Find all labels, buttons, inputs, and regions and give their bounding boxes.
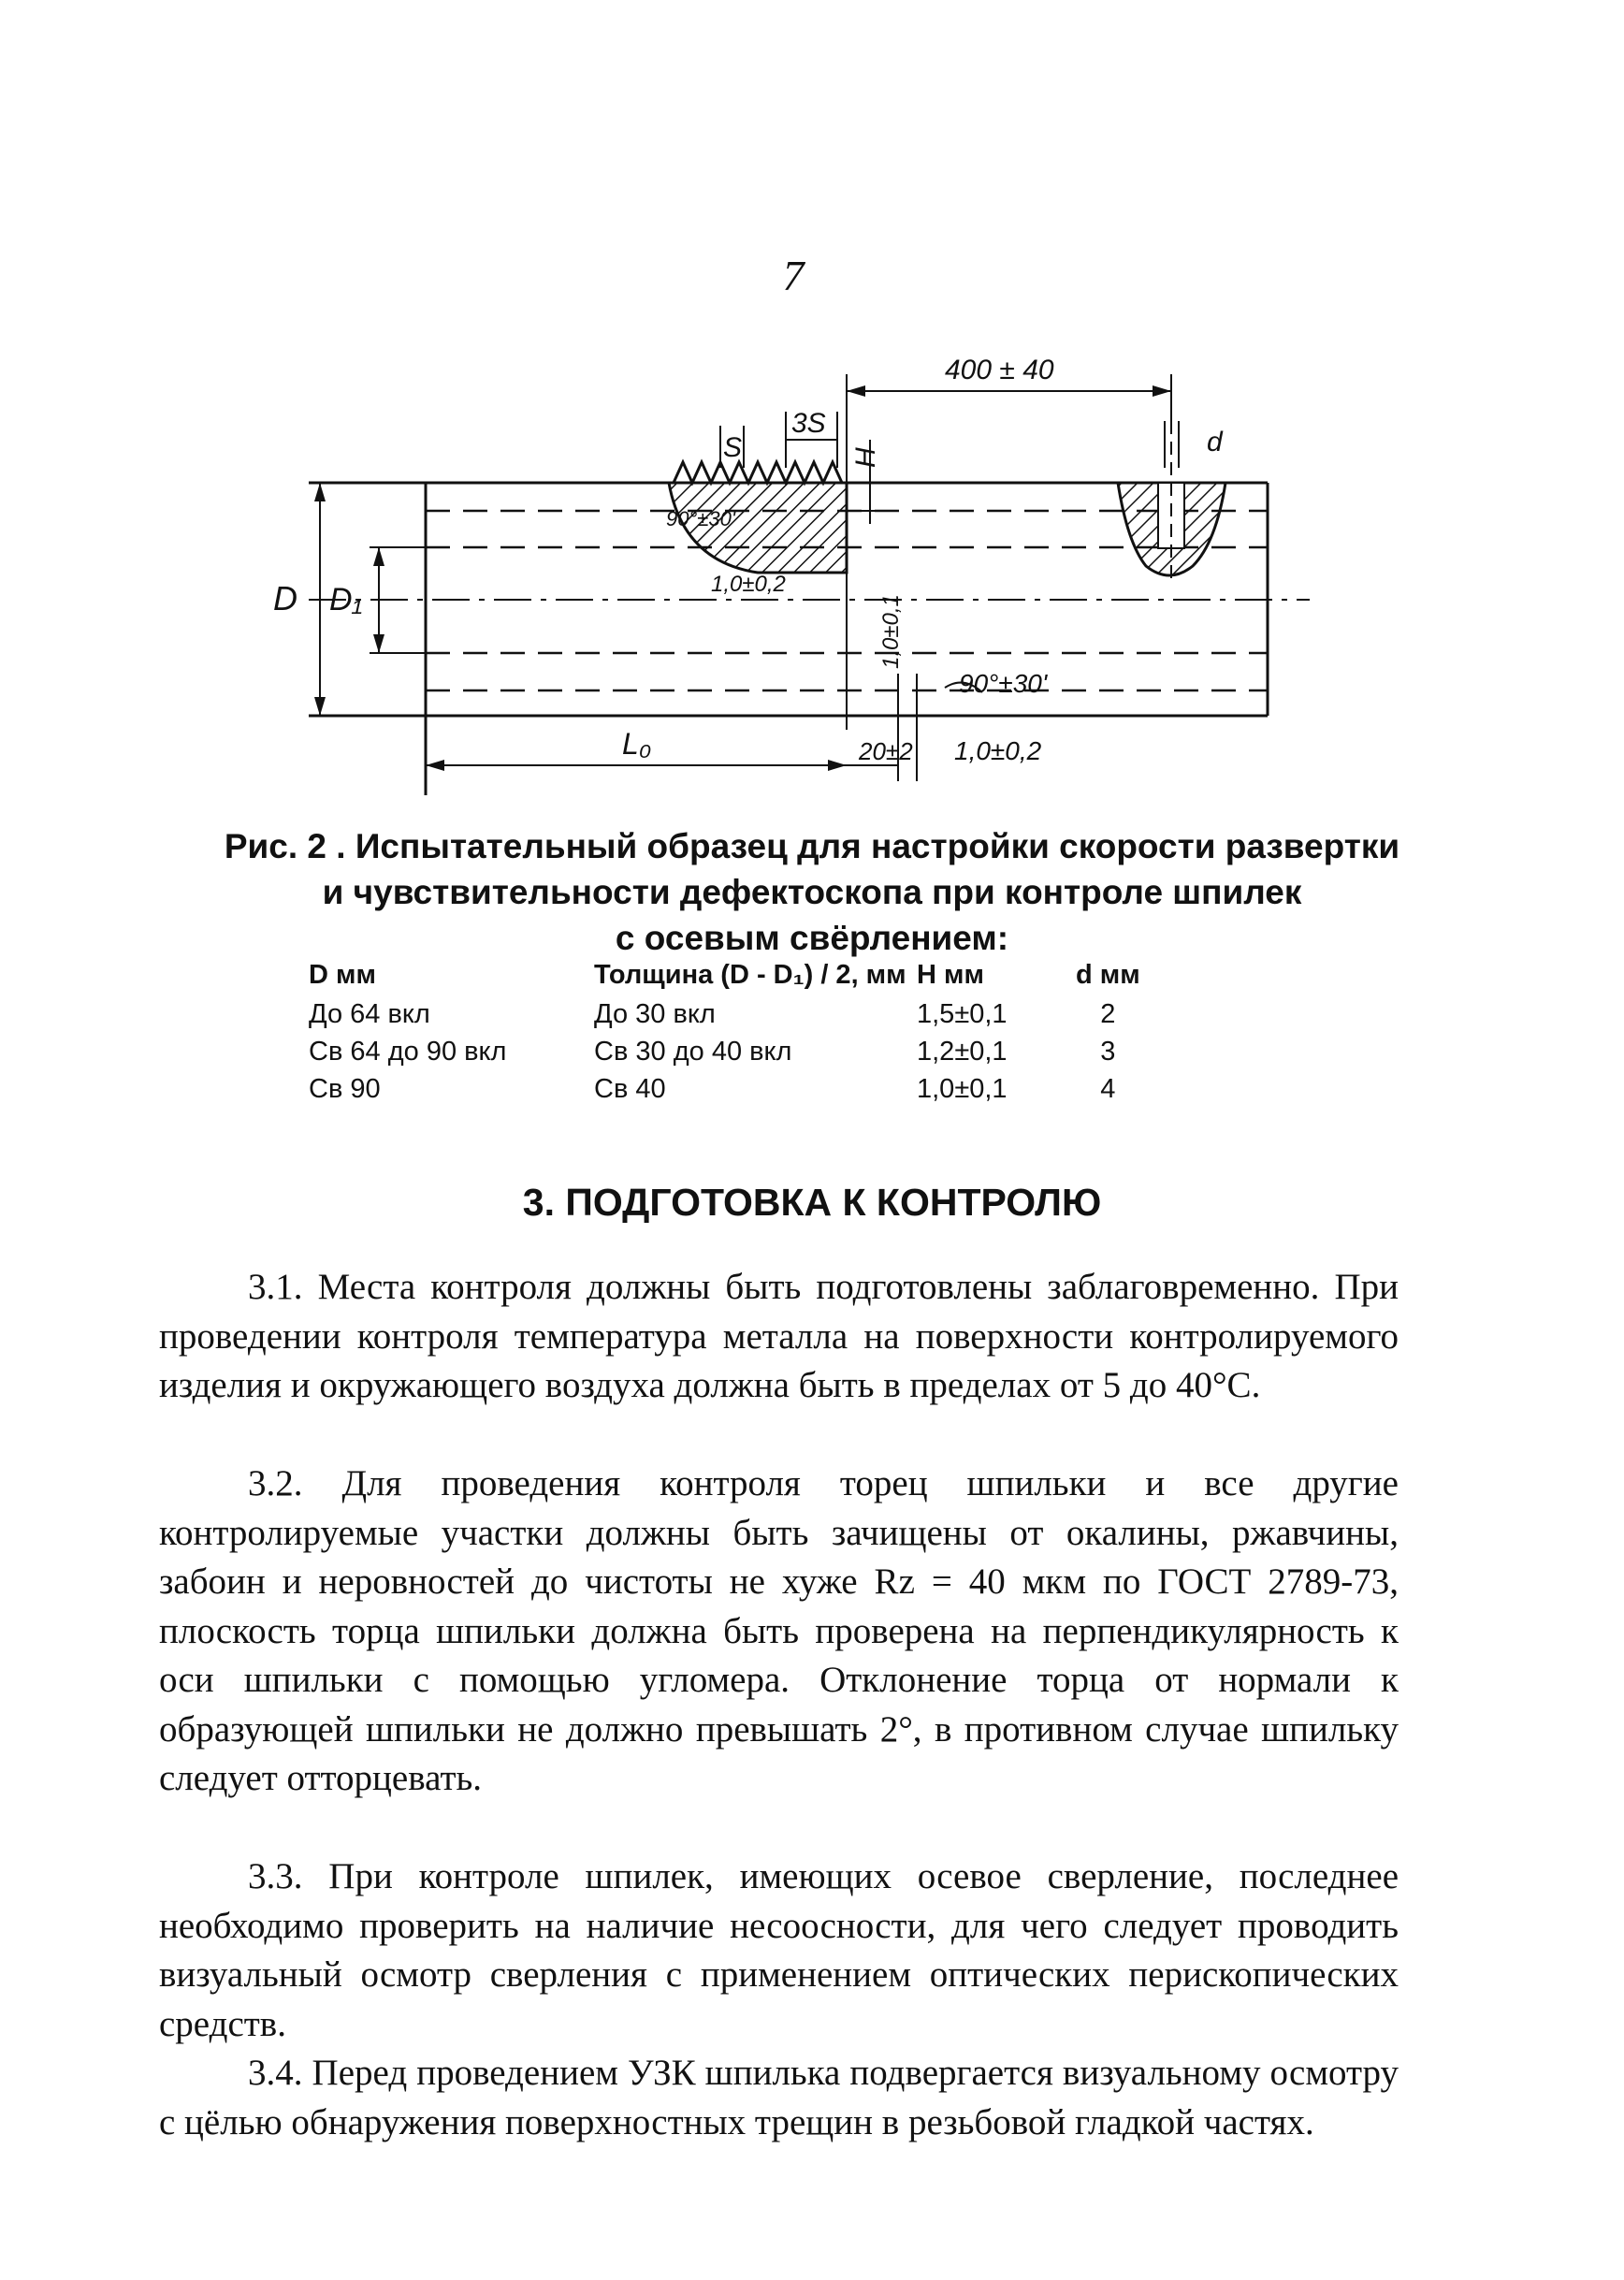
paragraph-3-1: 3.1. Места контроля должны быть подготовлены заблаговременно. При проведении контроля температура металла на поверхности контролируемого изделия и окружающего воздуха должна быть в пределах от 5 до 40°С. bbox=[159, 1267, 1399, 1405]
dim-h-label: H bbox=[850, 447, 881, 468]
dim-3s-label: 3S bbox=[791, 408, 826, 439]
table-cell: 1,0±0,1 bbox=[917, 1073, 1008, 1104]
table-cell: 1,2±0,1 bbox=[917, 1036, 1008, 1067]
caption-line-2: и чувствительности дефектоскопа при контроле шпилек bbox=[322, 873, 1302, 911]
dim-d-small-label: d bbox=[1207, 427, 1223, 457]
table-cell: Св 40 bbox=[594, 1073, 666, 1104]
dim-400-label: 400 ± 40 bbox=[945, 355, 1054, 385]
table-cell: 4 bbox=[1100, 1073, 1116, 1104]
table-row bbox=[309, 1070, 1140, 1108]
header-thickness: Толщина (D - D₁) / 2, мм bbox=[594, 959, 906, 990]
table-cell: Св 30 до 40 вкл bbox=[594, 1036, 792, 1067]
angle-right-label: 90°±30' bbox=[959, 669, 1048, 698]
dim-s-label: S bbox=[723, 432, 743, 463]
table-header-row bbox=[309, 954, 1140, 995]
paragraph-3-3: 3.3. При контроле шпилек, имеющих осевое сверление, последнее необходимо проверить на наличие несоосности, для чего следует проводить визуальный осмотр сверления с применением оптических перископических средств. bbox=[159, 1856, 1399, 2044]
section-heading: 3. ПОДГОТОВКА К КОНТРОЛЮ bbox=[522, 1181, 1102, 1224]
dim-d-big-label: D bbox=[273, 579, 297, 617]
table-cell: До 64 вкл bbox=[309, 998, 430, 1029]
caption-line-3: с осевым свёрлением: bbox=[615, 919, 1009, 957]
header-d-small: d мм bbox=[1076, 959, 1140, 990]
dimension-table bbox=[309, 954, 1140, 1108]
figure-caption bbox=[140, 823, 1484, 961]
paragraph-3-4: 3.4. Перед проведением УЗК шпилька подвергается визуальному осмотру с цёлью обнаружения поверхностных трещин в резьбовой гладкой частях. bbox=[159, 2053, 1399, 2142]
page-number: 7 bbox=[782, 252, 805, 299]
table-row bbox=[309, 1033, 1140, 1070]
dim-10-b-label: 1,0±0,2 bbox=[954, 736, 1042, 765]
table-cell: 3 bbox=[1100, 1036, 1116, 1067]
angle-thread-label: 90°±30' bbox=[666, 507, 736, 530]
table-cell: Св 64 до 90 вкл bbox=[309, 1036, 507, 1067]
table-cell: Св 90 bbox=[309, 1073, 381, 1104]
table-cell: До 30 вкл bbox=[594, 998, 716, 1029]
dim-10-vert-label: 1,0±0,1 bbox=[878, 594, 904, 669]
paragraph-3-2: 3.2. Для проведения контроля торец шпильки и все другие контролируемые участки должны быть зачищены от окалины, ржавчины, забоин и неровностей до чистоты не хуже Rz = 40 мкм по ГОСТ 2789-73, плоскость торца шпильки должна быть проверена на перпендикулярность к оси шпильки с помощью угломера. Отклонение торца от нормали к образующей шпильки не должно превышать 2°, в противном случае шпильку следует отторцевать. bbox=[159, 1463, 1399, 1798]
dim-d1-label: D₁ bbox=[329, 582, 363, 617]
table-cell: 2 bbox=[1100, 998, 1116, 1029]
dim-10-a-label: 1,0±0,2 bbox=[711, 572, 786, 597]
table-cell: 1,5±0,1 bbox=[917, 998, 1008, 1029]
dim-l0-label: L₀ bbox=[622, 727, 652, 761]
dim-20-label: 20±2 bbox=[859, 737, 913, 765]
header-d: D мм bbox=[309, 959, 376, 990]
table-row bbox=[309, 995, 1140, 1033]
header-h: H мм bbox=[917, 959, 984, 990]
caption-line-1: Рис. 2 . Испытательный образец для настройки скорости развертки bbox=[224, 827, 1400, 865]
